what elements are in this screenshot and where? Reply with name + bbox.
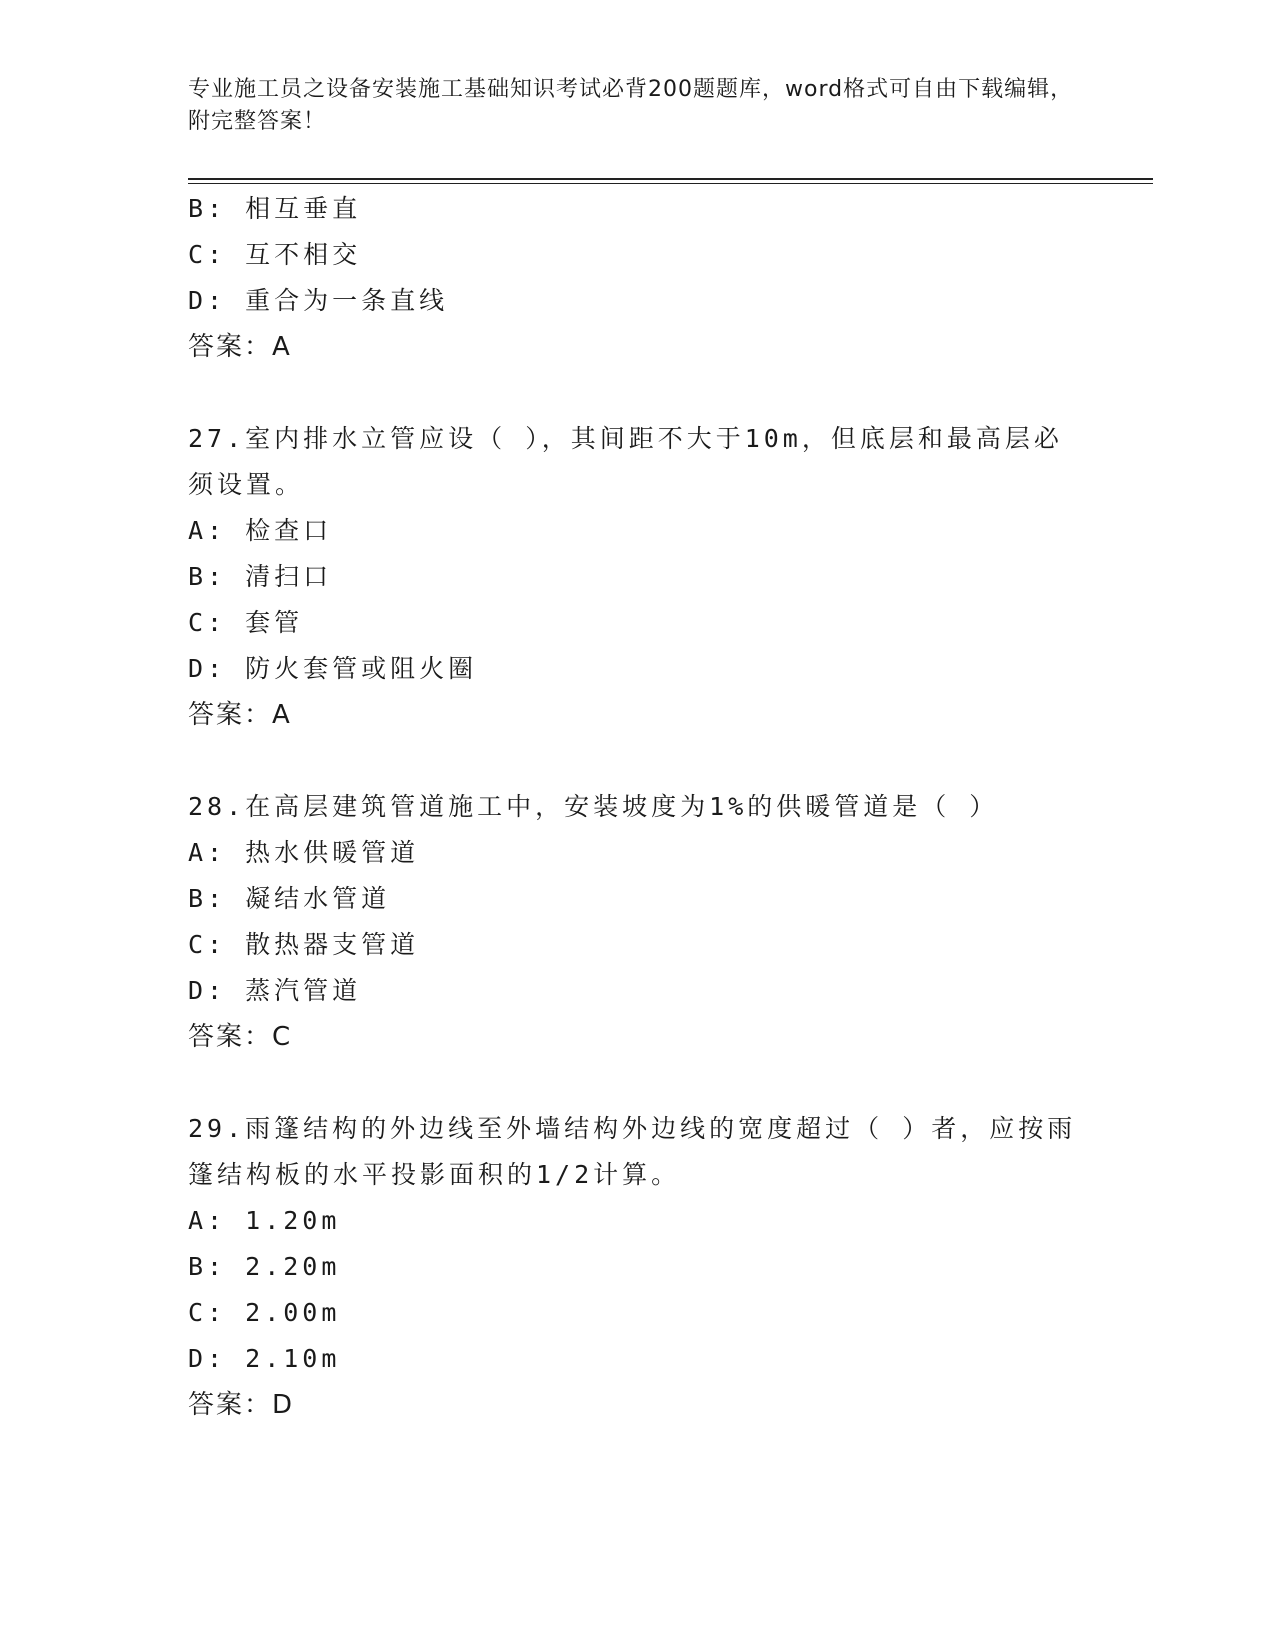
question-27 bbox=[188, 416, 1108, 738]
option-b: B: 2.20m bbox=[188, 1252, 341, 1281]
question-28 bbox=[188, 784, 1108, 1060]
answer-line: 答案：A bbox=[188, 332, 292, 362]
header-rule-thick bbox=[188, 178, 1153, 180]
question-26-continued bbox=[188, 186, 1108, 370]
question-29 bbox=[188, 1106, 1108, 1428]
option-c: C: 套管 bbox=[188, 608, 304, 637]
option-a: A: 热水供暖管道 bbox=[188, 838, 420, 867]
answer-line: 答案：A bbox=[188, 700, 292, 730]
document-body bbox=[188, 186, 1108, 1428]
option-c: C: 2.00m bbox=[188, 1298, 341, 1327]
option-b: B: 清扫口 bbox=[188, 562, 333, 591]
option-a: A: 检查口 bbox=[188, 516, 333, 545]
option-d: D: 重合为一条直线 bbox=[188, 286, 449, 315]
question-stem: 27.室内排水立管应设（ ），其间距不大于10m，但底层和最高层必须设置。 bbox=[188, 424, 1063, 499]
question-stem: 29.雨篷结构的外边线至外墙结构外边线的宽度超过（ ）者，应按雨篷结构板的水平投影面积的1/2计算。 bbox=[188, 1114, 1077, 1189]
option-a: A: 1.20m bbox=[188, 1206, 341, 1235]
option-b: B: 相互垂直 bbox=[188, 194, 362, 223]
spacer bbox=[188, 1060, 1108, 1106]
spacer bbox=[188, 738, 1108, 784]
option-c: C: 互不相交 bbox=[188, 240, 362, 269]
option-d: D: 防火套管或阻火圈 bbox=[188, 654, 478, 683]
header-rule-thin bbox=[188, 183, 1153, 184]
option-c: C: 散热器支管道 bbox=[188, 930, 420, 959]
option-b: B: 凝结水管道 bbox=[188, 884, 391, 913]
option-d: D: 2.10m bbox=[188, 1344, 341, 1373]
question-stem: 28.在高层建筑管道施工中，安装坡度为1%的供暖管道是（ ） bbox=[188, 792, 999, 821]
spacer bbox=[188, 370, 1108, 416]
document-header: 专业施工员之设备安装施工基础知识考试必背200题题库，word格式可自由下载编辑，附完整答案！ bbox=[188, 77, 1074, 134]
answer-line: 答案：D bbox=[188, 1390, 295, 1420]
answer-line: 答案：C bbox=[188, 1022, 293, 1052]
option-d: D: 蒸汽管道 bbox=[188, 976, 362, 1005]
